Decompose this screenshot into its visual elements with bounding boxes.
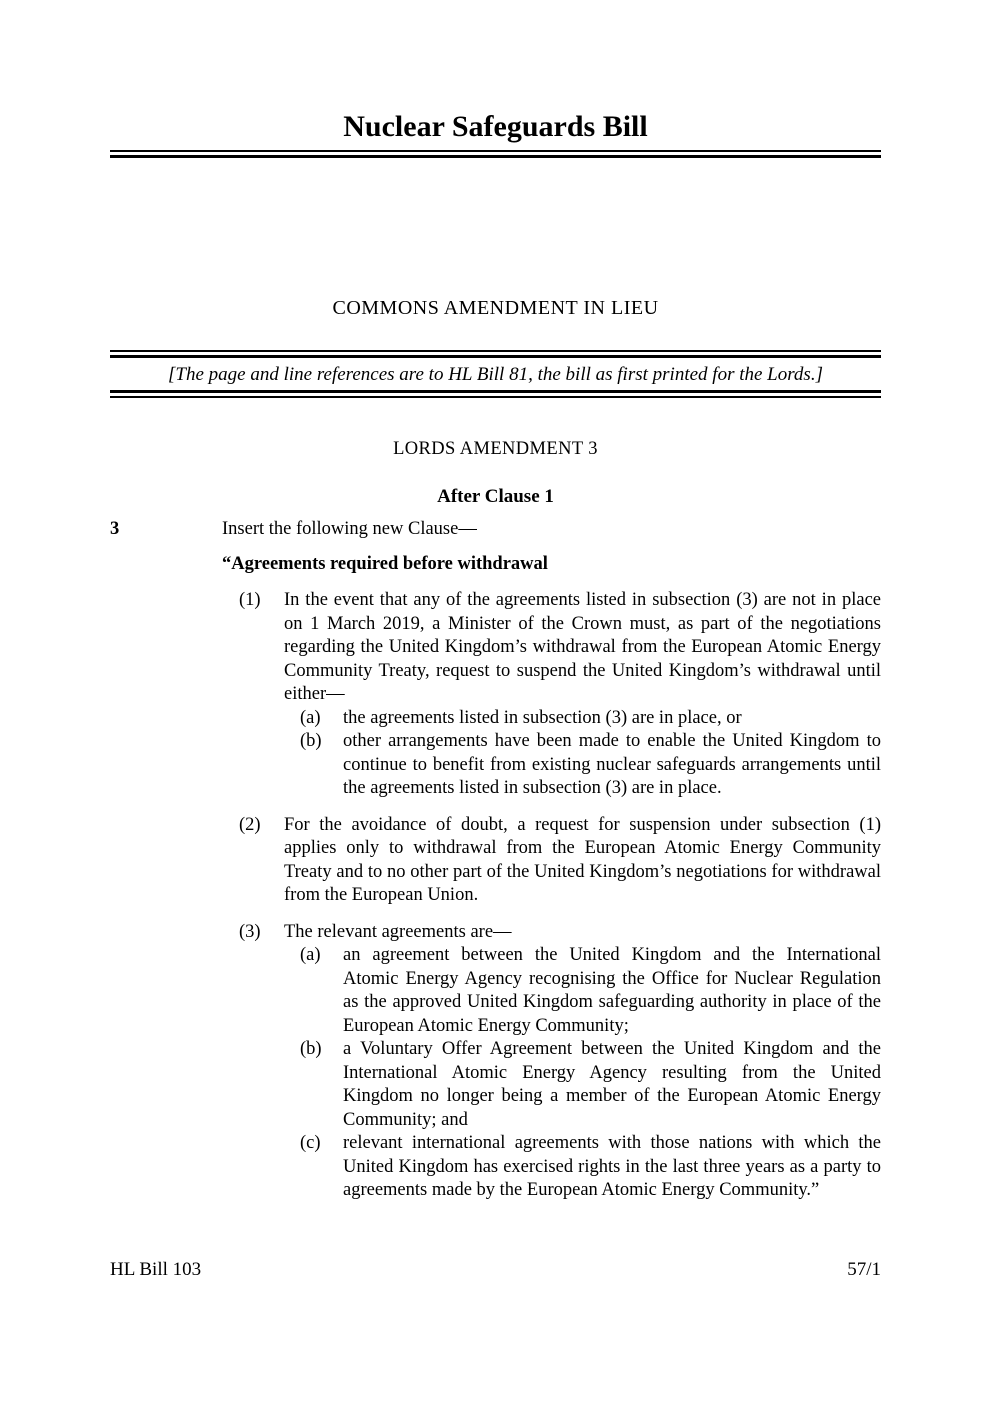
amendment-row <box>110 518 881 542</box>
list-item-b <box>284 730 881 801</box>
item-letter: (b) <box>300 731 322 751</box>
list-item-a <box>284 944 881 1038</box>
list-item-c <box>284 1132 881 1203</box>
reference-note-top-rule <box>110 350 881 358</box>
footer-page-ref: 57/1 <box>847 1259 881 1280</box>
insert-instruction: Insert the following new Clause— <box>222 519 477 539</box>
subsection-body <box>284 589 881 801</box>
title-double-rule <box>110 150 881 158</box>
subsection-3 <box>110 921 881 1203</box>
item-letter: (a) <box>300 945 321 965</box>
commons-amendment-heading: COMMONS AMENDMENT IN LIEU <box>332 297 659 319</box>
subsection-body <box>284 921 881 1203</box>
new-clause-title: “Agreements required before withdrawal <box>222 553 548 574</box>
item-text: other arrangements have been made to enable the United Kingdom to continue to benefit from existing nuclear safeguards arrangements until the agreements listed in subsection (3) are in place. <box>343 731 881 798</box>
after-clause-heading: After Clause 1 <box>437 486 554 507</box>
list-item-b <box>284 1038 881 1132</box>
item-text: the agreements listed in subsection (3) are in place, or <box>343 707 742 728</box>
item-text: an agreement between the United Kingdom and the International Atomic Energy Agency recognising the Office for Nuclear Regulation as the approved United Kingdom safeguarding authority in place of the European Atomic Energy Community; <box>343 945 881 1036</box>
list-item-a <box>284 707 881 731</box>
item-text: relevant international agreements with those nations with which the United Kingdom has exercised rights in the last three years as a party to agreements made by the European Atomic Energy Community.” <box>343 1133 881 1200</box>
item-letter: (a) <box>300 707 321 728</box>
subsection-text: For the avoidance of doubt, a request for suspension under subsection (1) applies only to withdrawal from the European Atomic Energy Community Treaty and to no other part of the United Kingdom’s negotiations for withdrawal from the European Union. <box>284 814 881 905</box>
subsection-text: The relevant agreements are— <box>284 921 512 942</box>
subsection-1 <box>110 589 881 801</box>
footer-bill-number: HL Bill 103 <box>110 1259 202 1280</box>
page-title: Nuclear Safeguards Bill <box>343 110 648 143</box>
lords-amendment-heading: LORDS AMENDMENT 3 <box>393 439 598 459</box>
subsection-number: (3) <box>239 921 261 942</box>
page-content <box>110 0 881 1203</box>
subsection-2 <box>110 814 881 908</box>
reference-note: [The page and line references are to HL Bill 81, the bill as first printed for the Lords.] <box>168 364 823 385</box>
subsection-text: In the event that any of the agreements listed in subsection (3) are not in place on 1 March 2019, a Minister of the Crown must, as part of the negotiations regarding the United Kingdom’s withdrawal from the European Atomic Energy Community Treaty, request to suspend the United Kingdom’s withdrawal until either— <box>284 590 881 704</box>
item-letter: (b) <box>300 1039 322 1059</box>
page-footer <box>110 1258 881 1281</box>
subsection-number: (2) <box>239 814 261 835</box>
subsection-number: (1) <box>239 590 261 610</box>
subsection-body <box>284 814 881 908</box>
item-letter: (c) <box>300 1133 321 1153</box>
item-text: a Voluntary Offer Agreement between the United Kingdom and the International Atomic Energy Agency resulting from the United Kingdom no longer being a member of the European Atomic Energy Community; and <box>343 1039 881 1130</box>
reference-note-bottom-rule <box>110 390 881 398</box>
amendment-number: 3 <box>110 519 120 539</box>
